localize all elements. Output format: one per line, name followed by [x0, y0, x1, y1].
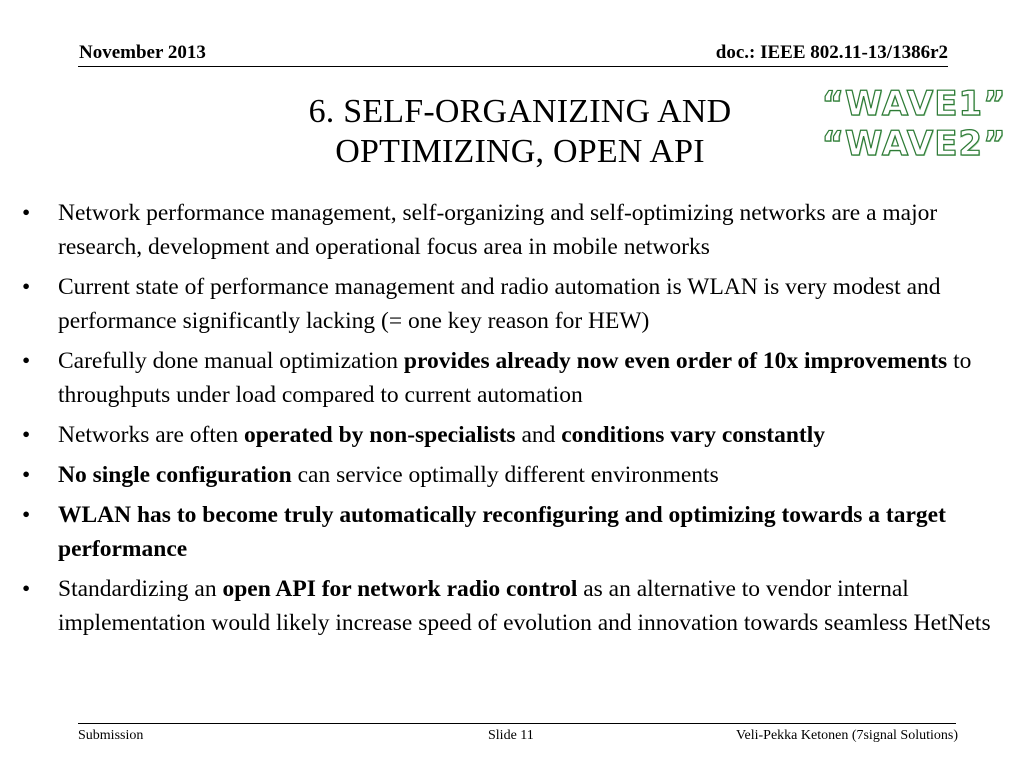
footer-author: Veli-Pekka Ketonen (7signal Solutions)	[735, 728, 958, 743]
bullet-text: to throughputs under load compared to current automation	[58, 348, 972, 408]
footer-divider	[78, 723, 956, 724]
bullet-text-bold: conditions vary constantly	[561, 422, 825, 448]
bullet-item	[22, 572, 997, 640]
header-doc-id: doc.: IEEE 802.11-13/1386r2	[715, 42, 948, 63]
wave-badge	[810, 84, 1018, 176]
bullet-text-bold: open API for network radio control	[222, 576, 578, 602]
bullet-text: can service optimally different environments	[291, 462, 719, 488]
bullet-text-bold: No single configuration	[58, 462, 292, 488]
bullet-item	[22, 270, 997, 338]
bullet-list	[22, 196, 997, 646]
footer-submission: Submission	[78, 728, 144, 743]
bullet-dot-icon: •	[22, 576, 31, 602]
footer-slide-number: Slide 11	[488, 728, 534, 743]
bullet-text: as an alternative to vendor internal implementation would likely increase speed of evolution and innovation towards seamless HetNets	[58, 576, 991, 636]
bullet-item	[22, 458, 997, 492]
bullet-dot-icon: •	[22, 462, 31, 488]
bullet-dot-icon: •	[22, 502, 31, 528]
bullet-item	[22, 418, 997, 452]
bullet-text-bold: operated by non-specialists	[243, 422, 516, 448]
slide-title-line-1: 6. SELF-ORGANIZING AND	[308, 93, 732, 130]
bullet-text: Network performance management, self-organizing and self-optimizing networks are a major research, development and operational focus area in mobile networks	[58, 200, 938, 260]
bullet-text-bold: provides already now even order of 10x improvements	[403, 348, 948, 374]
bullet-dot-icon: •	[22, 274, 31, 300]
bullet-dot-icon: •	[22, 348, 31, 374]
header-date: November 2013	[79, 42, 206, 63]
wave-badge-line-2: “WAVE2”	[821, 124, 1007, 164]
bullet-item	[22, 344, 997, 412]
slide-title	[210, 92, 830, 172]
bullet-item	[22, 196, 997, 264]
bullet-text: Standardizing an	[58, 576, 223, 602]
bullet-text: and	[515, 422, 562, 448]
bullet-text: Current state of performance management and radio automation is WLAN is very modest and performance significantly lacking (= one key reason for HEW)	[58, 274, 941, 334]
bullet-text: Networks are often	[58, 422, 244, 448]
bullet-dot-icon: •	[22, 422, 31, 448]
wave-badge-line-1: “WAVE1”	[821, 84, 1007, 124]
bullet-text-bold: WLAN has to become truly automatically reconfiguring and optimizing towards a target performance	[58, 502, 946, 562]
bullet-text: Carefully done manual optimization	[58, 348, 404, 374]
bullet-item	[22, 498, 997, 566]
header-divider	[78, 66, 948, 67]
slide-title-line-2: OPTIMIZING, OPEN API	[335, 133, 705, 170]
bullet-dot-icon: •	[22, 200, 31, 226]
